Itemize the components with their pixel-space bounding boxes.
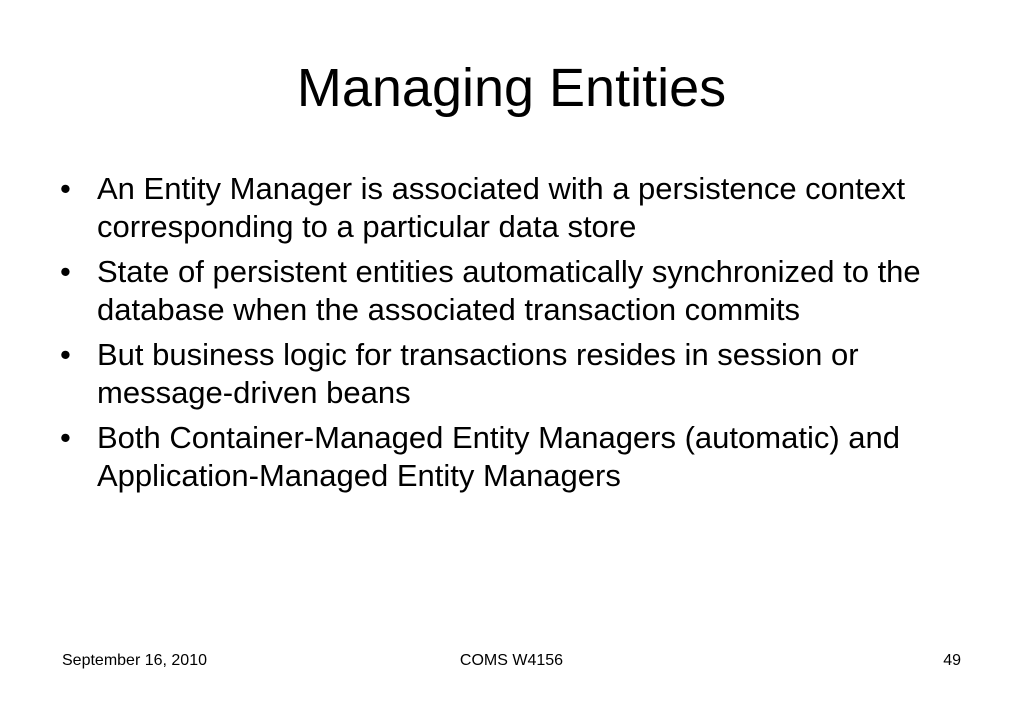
bullet-dot-icon: •	[60, 337, 71, 372]
bullet-text: But business logic for transactions resides in session or message-driven beans	[97, 337, 859, 410]
bullet-item	[60, 170, 970, 246]
bullet-dot-icon: •	[60, 171, 71, 206]
bullet-dot-icon: •	[60, 420, 71, 455]
slide-title: Managing Entities	[296, 58, 727, 118]
bullet-text: State of persistent entities automatically synchronized to the database when the associated transaction commits	[97, 254, 921, 327]
bullet-dot-icon: •	[60, 254, 71, 289]
bullet-item	[60, 336, 970, 412]
footer-page-number: 49	[943, 652, 961, 669]
bullet-list	[60, 170, 970, 502]
footer-date: September 16, 2010	[62, 652, 207, 669]
bullet-item	[60, 253, 970, 329]
footer-course: COMS W4156	[459, 652, 564, 669]
bullet-text: Both Container-Managed Entity Managers (automatic) and Application-Managed Entity Managers	[97, 420, 900, 493]
bullet-text: An Entity Manager is associated with a persistence context corresponding to a particular data store	[97, 171, 906, 244]
bullet-item	[60, 419, 970, 495]
